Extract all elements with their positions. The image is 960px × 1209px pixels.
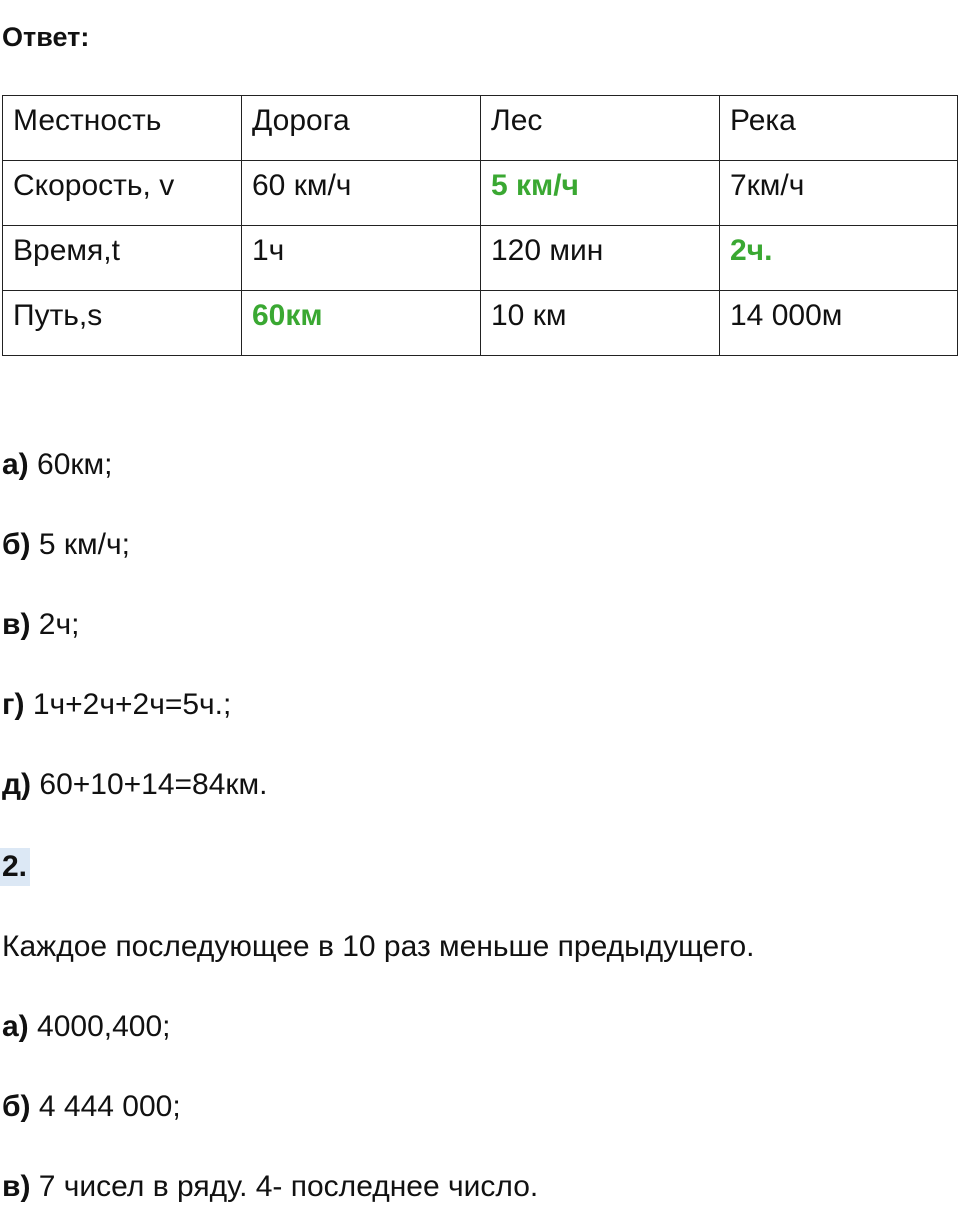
- table-cell-highlighted: 5 км/ч: [481, 161, 720, 226]
- answer-label: а): [2, 1010, 29, 1043]
- table-cell-highlighted: 60км: [242, 291, 481, 356]
- answer-line: [2, 608, 79, 642]
- table-cell: Скорость, v: [3, 161, 242, 226]
- answer-text: 4 444 000;: [30, 1090, 181, 1123]
- answer-label: в): [2, 608, 31, 641]
- table-row: [3, 161, 958, 226]
- answer-line: [2, 448, 112, 482]
- table-cell: 60 км/ч: [242, 161, 481, 226]
- table-cell: Путь,s: [3, 291, 242, 356]
- table-row: [3, 226, 958, 291]
- answer-text: 60км;: [28, 448, 113, 481]
- table-cell: 10 км: [481, 291, 720, 356]
- answer-line: [2, 688, 231, 722]
- table-row: [3, 291, 958, 356]
- answer-heading: Ответ:: [2, 22, 90, 52]
- table-row: [3, 96, 958, 161]
- table-cell: 1ч: [242, 226, 481, 291]
- answer-line: [2, 1170, 538, 1204]
- answer-text: 2ч;: [30, 608, 80, 641]
- answer-label: д): [2, 768, 32, 801]
- answer-line: [2, 1090, 181, 1124]
- answer-line: [2, 768, 268, 802]
- answer-line: [2, 1010, 170, 1044]
- data-table: [2, 95, 958, 356]
- answer-text: 7 чисел в ряду. 4- последнее число.: [30, 1170, 539, 1203]
- section-number: 2.: [0, 848, 30, 886]
- answer-label: в): [2, 1170, 31, 1203]
- answer-label: а): [2, 448, 29, 481]
- answer-label: б): [2, 1090, 31, 1123]
- table-cell: Местность: [3, 96, 242, 161]
- answer-text: 4000,400;: [28, 1010, 171, 1043]
- section-intro: Каждое последующее в 10 раз меньше предыдущего.: [2, 930, 755, 963]
- answer-line: [2, 528, 130, 562]
- table-cell: 120 мин: [481, 226, 720, 291]
- table-cell: Река: [720, 96, 958, 161]
- table-cell: Лес: [481, 96, 720, 161]
- answer-text: 5 км/ч;: [30, 528, 130, 561]
- answer-text: 1ч+2ч+2ч=5ч.;: [24, 688, 232, 721]
- table-cell: Дорога: [242, 96, 481, 161]
- table-cell-highlighted: 2ч.: [720, 226, 958, 291]
- answer-label: г): [2, 688, 25, 721]
- answer-label: б): [2, 528, 31, 561]
- table-cell: 14 000м: [720, 291, 958, 356]
- table-cell: 7км/ч: [720, 161, 958, 226]
- table-cell: Время,t: [3, 226, 242, 291]
- answer-text: 60+10+14=84км.: [31, 768, 268, 801]
